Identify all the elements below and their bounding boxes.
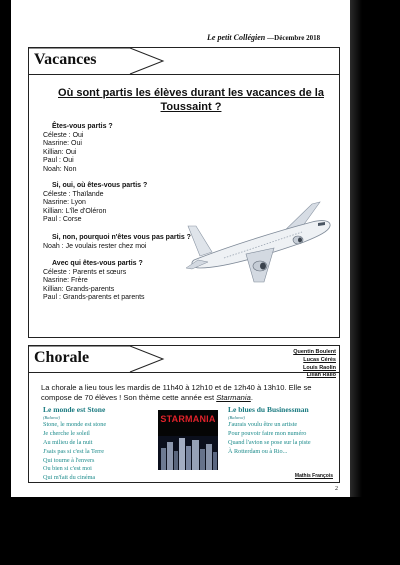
issue-date: —Décembre 2018 xyxy=(267,34,321,42)
question-block-1 xyxy=(43,123,113,175)
answer-line: Céleste : Thaïlande xyxy=(43,190,104,198)
answer-line: Nasrine: Frère xyxy=(43,277,88,285)
lyric-line: Qui m'fait du cinéma xyxy=(43,474,96,482)
answer-line: Noah : Je voulais rester chez moi xyxy=(43,242,147,250)
page-shadow xyxy=(350,0,362,497)
answer-line: Killian: L'île d'Oléron xyxy=(43,207,107,215)
chorale-credit: Mathis François xyxy=(294,473,333,479)
lyric-line: Je cherche le soleil xyxy=(43,429,90,437)
lyric-line: Au milieu de la nuit xyxy=(43,438,93,446)
answer-line: Céleste : Oui xyxy=(43,131,84,139)
publication-title: Le petit Collégien xyxy=(207,33,266,42)
lyric-line: Stone, le monde est stone xyxy=(43,420,107,428)
vacances-headline: Où sont partis les élèves durant les vacances de la Toussaint ? xyxy=(58,87,324,113)
masthead xyxy=(207,33,320,42)
chorale-title-banner xyxy=(29,346,169,372)
question-3: Si, non, pourquoi n'êtes vous pas partis ? xyxy=(52,234,191,241)
song-author: (Balavoi) xyxy=(228,414,245,420)
theme-name: Starmania xyxy=(216,393,251,402)
song-lyrics-2 xyxy=(228,406,311,457)
author-name: Louis Raolin xyxy=(303,364,336,371)
author-name: Lilian Rallo xyxy=(306,372,336,379)
chorale-section xyxy=(28,345,340,483)
answer-line: Paul : Corse xyxy=(43,216,82,224)
lyric-line: J'aurais voulu être un artiste xyxy=(228,420,298,428)
chorale-title: Chorale xyxy=(34,349,90,366)
city-skyline-image xyxy=(158,436,218,470)
vacances-title: Vacances xyxy=(34,51,97,68)
answer-line: Nasrine: Lyon xyxy=(43,199,86,207)
question-2: Si, oui, où êtes-vous partis ? xyxy=(52,182,148,189)
question-4: Avec qui êtes-vous partis ? xyxy=(52,260,143,267)
lyric-line: Ou bien si c'est moi xyxy=(43,465,92,473)
answer-line: Killian: Grands-parents xyxy=(43,285,115,293)
title-divider xyxy=(29,74,339,75)
answer-line: Céleste : Parents et sœurs xyxy=(43,268,127,276)
intro-text: La chorale a lieu tous les mardis de 11h40 à 12h10 et de 12h40 à 13h10. Elle se compose de 70 élèves ! Son thème cette année est xyxy=(41,383,312,402)
starmania-poster xyxy=(158,410,218,470)
answer-line: Nasrine: Oui xyxy=(43,140,82,148)
song-author: (Balavoi) xyxy=(43,414,60,420)
chorale-intro xyxy=(41,383,337,403)
song-title: Le blues du Businessman xyxy=(228,405,309,414)
lyric-line: À Rotterdam ou à Rio... xyxy=(228,447,288,455)
page-number: 2 xyxy=(335,486,338,492)
poster-title: STARMANIA xyxy=(160,414,216,424)
question-1: Êtes-vous partis ? xyxy=(52,123,113,130)
answer-line: Noah: Non xyxy=(43,165,77,173)
title-divider xyxy=(29,372,339,373)
answer-line: Paul : Oui xyxy=(43,157,74,165)
author-name: Quentin Boulent xyxy=(293,349,336,355)
lyric-line: J'sais pas si c'est la Terre xyxy=(43,447,104,455)
question-block-2 xyxy=(43,182,147,225)
airplane-image xyxy=(184,196,334,286)
answer-line: Killian: Oui xyxy=(43,148,77,156)
lyric-line: Quand l'avion se pose sur la piste xyxy=(228,438,311,446)
song-title: Le monde est Stone xyxy=(43,405,106,414)
author-name: Lucas Cérès xyxy=(303,356,336,363)
lyric-line: Pour pouvoir faire mon numéro xyxy=(228,429,307,437)
vacances-title-banner xyxy=(29,48,169,74)
question-block-3 xyxy=(43,234,191,251)
intro-end: . xyxy=(250,393,253,402)
newsletter-page xyxy=(11,0,350,497)
answer-line: Paul : Grands-parents et parents xyxy=(43,294,145,302)
question-block-4 xyxy=(43,260,145,303)
song-lyrics-1 xyxy=(43,406,106,483)
lyric-line: Qui tourne à l'envers xyxy=(43,456,95,464)
